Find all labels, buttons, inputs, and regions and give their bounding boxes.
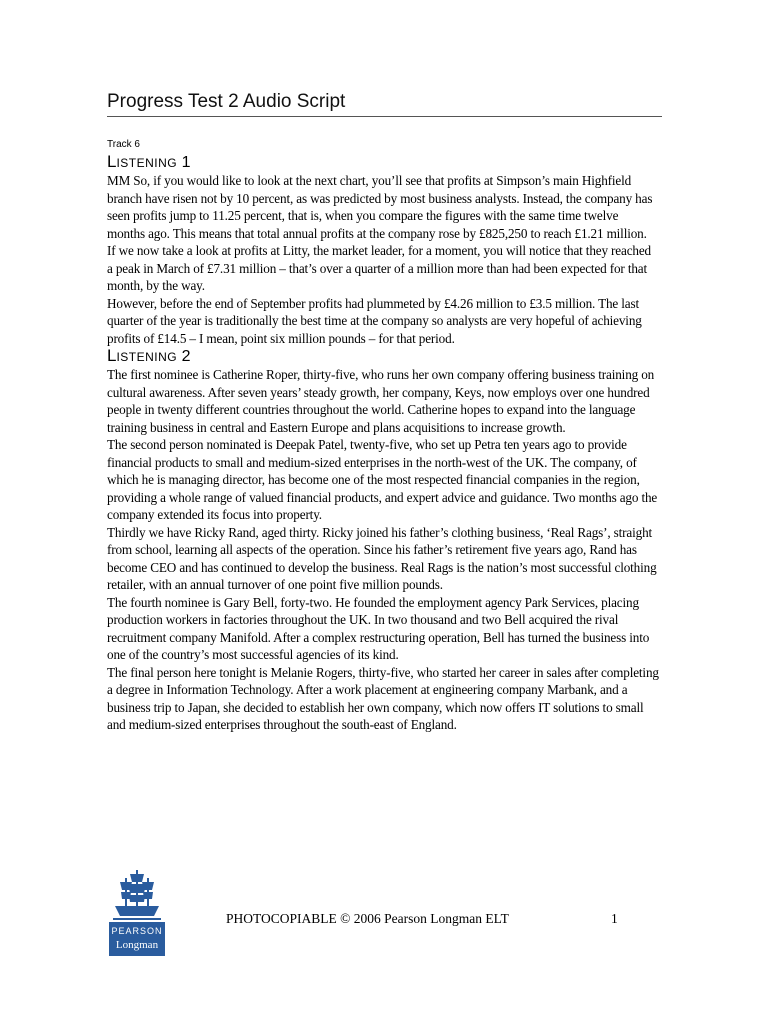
title-divider xyxy=(107,116,662,117)
pearson-wordmark: PEARSON Longman xyxy=(109,922,165,956)
page-number: 1 xyxy=(611,911,618,926)
script-paragraph: If we now take a look at profits at Litty, the market leader, for a moment, you will notice that they reached a peak in March of £7.31 million – that’s over a quarter of a million more than had been expected for that month, by the way. xyxy=(107,243,652,293)
script-paragraph: The fourth nominee is Gary Bell, forty-two. He founded the employment agency Park Services, placing production workers in factories throughout the UK. In two thousand and two Bell acquired the rival recruitment company Manifold. After a complex restructuring operation, Bell has turned the business into one of the country’s most successful agencies of its kind. xyxy=(107,594,650,662)
section-heading-listening-2: LISTENING 2 xyxy=(107,346,191,365)
script-paragraph: MM So, if you would like to look at the next chart, you’ll see that profits at Simpson’s main Highfield branch have risen not by 10 percent, as was predicted by most business analysts. Instead, the company has seen profits jump to 11.25 percent, that is, when you compare the figures with the same time twelve months ago. This means that total annual profits at the company rose by £825,250 to reach £1.21 million. xyxy=(107,173,653,241)
footer-copyright: PHOTOCOPIABLE © 2006 Pearson Longman ELT xyxy=(226,911,509,926)
section-heading-listening-1: LISTENING 1 xyxy=(107,152,191,171)
script-paragraph: Thirdly we have Ricky Rand, aged thirty. Ricky joined his father’s clothing business, ‘Real Rags’, straight from school, learning all aspects of the operation. Since his father’s retirement five years ago, Rand has become CEO and has continued to develop the business. Real Rags is the nation’s most successful clothing retailer, with an annual turnover of one point five million pounds. xyxy=(107,524,657,592)
track-label: Track 6 xyxy=(107,139,140,150)
script-paragraph: However, before the end of September profits had plummeted by £4.26 million to £3.5 million. The last quarter of the year is traditionally the best time at the company so analysts are very hopeful of achieving profits of £14.5 – I mean, point six million pounds – for that period. xyxy=(107,295,642,346)
script-paragraph: The second person nominated is Deepak Patel, twenty-five, who set up Petra ten years ago to provide financial products to small and medium-sized enterprises in the north-west of the UK. The company, of which he is managing director, has become one of the most respected financial companies in the region, providing a whole range of valued financial products, and expert advice and guidance. Two months ago the company extended its focus into property. xyxy=(107,437,658,522)
script-paragraph: The first nominee is Catherine Roper, thirty-five, who runs her own company offering business training on cultural awareness. After seven years’ steady growth, her company, Keys, now employs over one hundred people in twenty different countries throughout the world. Catherine hopes to expand into the language training business in central and Eastern Europe and plans acquisitions to increase growth. xyxy=(107,367,655,435)
page-title: Progress Test 2 Audio Script xyxy=(107,91,346,112)
pearson-ship-icon xyxy=(109,866,165,922)
audio-script-body xyxy=(107,138,659,734)
pearson-longman-logo xyxy=(109,866,165,958)
script-paragraph: The final person here tonight is Melanie Rogers, thirty-five, who started her career in sales after completing a degree in Information Technology. After a work placement at engineering company Marbank, and a business trip to Japan, she decided to establish her own company, which now offers IT solutions to small and medium-sized enterprises throughout the south-east of England. xyxy=(107,664,659,732)
